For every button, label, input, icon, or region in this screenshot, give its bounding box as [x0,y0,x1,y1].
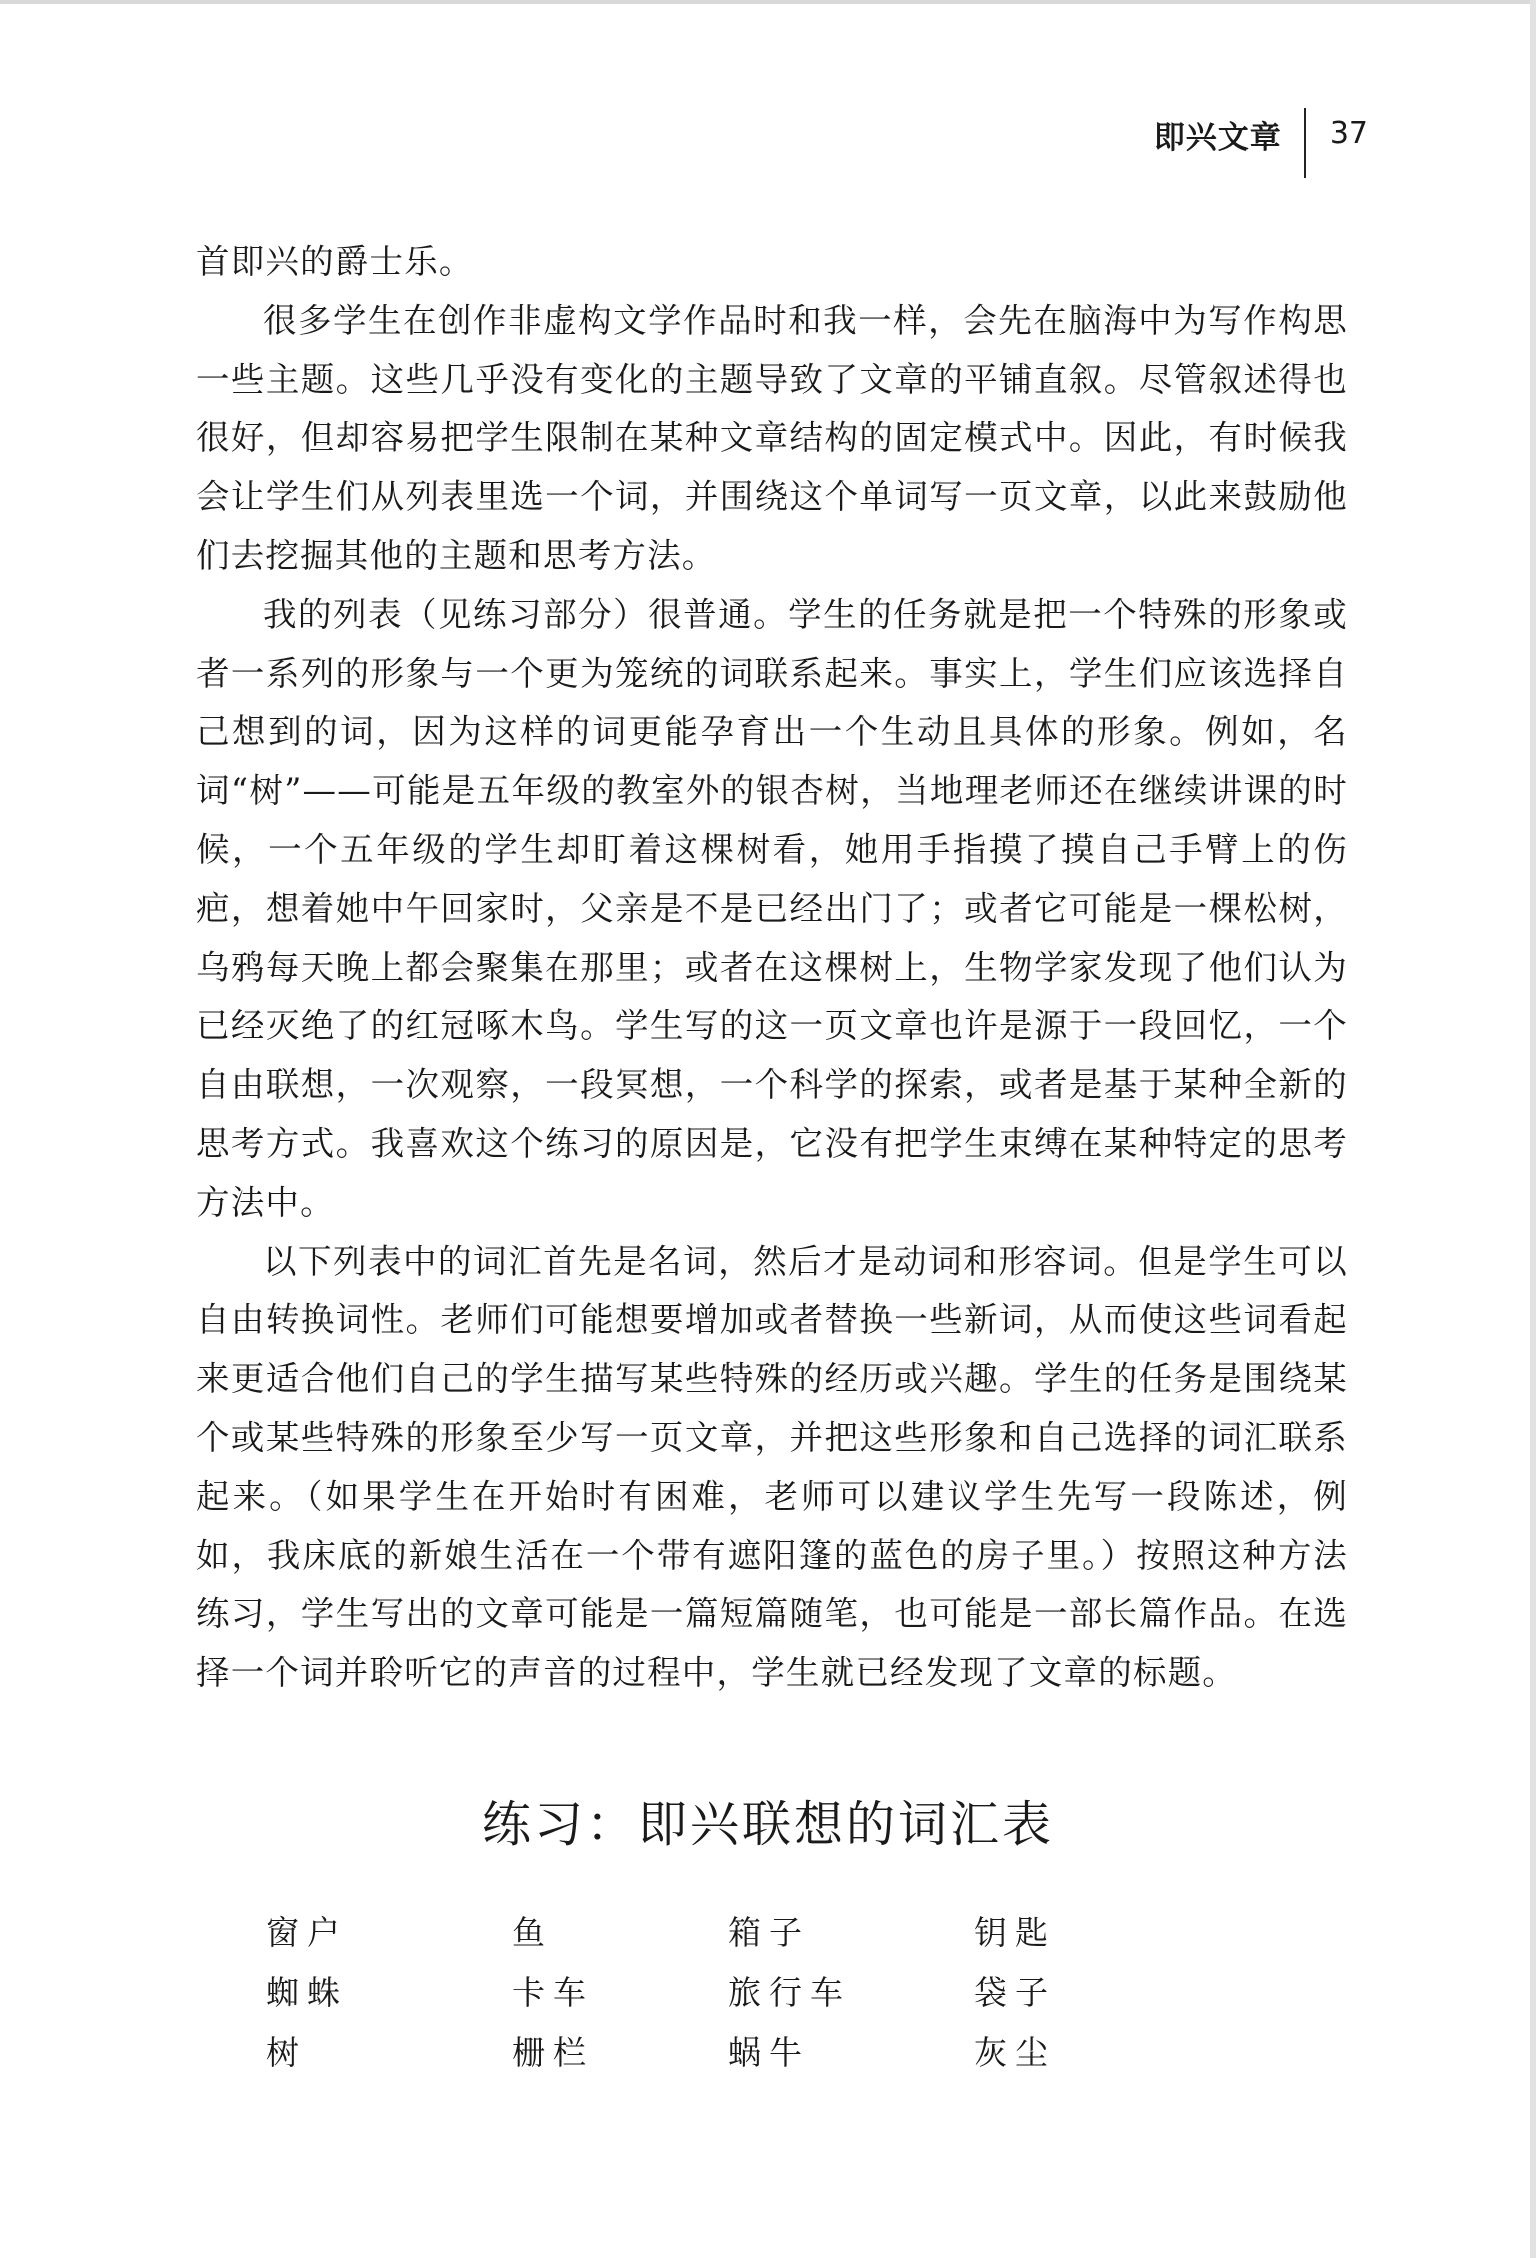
word-row [266,2020,1174,2080]
paragraph: 首即兴的爵士乐。 [196,242,474,281]
paragraph: 很多学生在创作非虚构文学作品时和我一样，会先在脑海中为写作构思一些主题。这些几乎没有变化的主题导致了文章的平铺直叙。尽管叙述得也很好，但却容易把学生限制在某种文章结构的固定模式中。因此，有时候我会让学生们从列表里选一个词，并围绕这个单词写一页文章，以此来鼓励他们去挖掘其他的主题和思考方法。 [196,300,1348,575]
word-row [266,1900,1174,1960]
word-list-table [266,1900,1174,2080]
paragraph: 我的列表（见练习部分）很普通。学生的任务就是把一个特殊的形象或者一系列的形象与一个更为笼统的词联系起来。事实上，学生们应该选择自己想到的词，因为这样的词更能孕育出一个生动且具体的形象。例如，名词“树”——可能是五年级的教室外的银杏树，当地理老师还在继续讲课的时候，一个五年级的学生却盯着这棵树看，她用手指摸了摸自己手臂上的伤疤，想着她中午回家时，父亲是不是已经出门了；或者它可能是一棵松树，乌鸦每天晚上都会聚集在那里；或者在这棵树上，生物学家发现了他们认为已经灭绝了的红冠啄木鸟。学生写的这一页文章也许是源于一段回忆，一个自由联想，一次观察，一段冥想，一个科学的探索，或者是基于某种全新的思考方式。我喜欢这个练习的原因是，它没有把学生束缚在某种特定的思考方法中。 [196,594,1348,1222]
word-cell: 蜘蛛 [266,1972,348,2012]
header-divider [1304,108,1306,178]
page-edge [1530,0,1536,2258]
word-cell: 灰尘 [974,2032,1056,2072]
running-header-title: 即兴文章 [1153,120,1282,156]
word-cell: 栅栏 [512,2032,594,2072]
word-cell: 树 [266,2032,307,2072]
word-cell: 鱼 [512,1912,553,1952]
word-cell: 袋子 [974,1972,1056,2012]
page-edge [0,0,1536,4]
body-text [196,233,1348,1703]
word-cell: 卡车 [512,1972,594,2012]
running-header [1154,108,1368,178]
word-cell: 箱子 [728,1912,810,1952]
word-cell: 窗户 [266,1912,348,1952]
word-cell: 钥匙 [974,1912,1056,1952]
section-title: 练习：即兴联想的词汇表 [481,1796,1054,1853]
paragraph: 以下列表中的词汇首先是名词，然后才是动词和形容词。但是学生可以自由转换词性。老师们可能想要增加或者替换一些新词，从而使这些词看起来更适合他们自己的学生描写某些特殊的经历或兴趣。学生的任务是围绕某个或某些特殊的形象至少写一页文章，并把这些形象和自己选择的词汇联系起来。（如果学生在开始时有困难，老师可以建议学生先写一段陈述，例如，我床底的新娘生活在一个带有遮阳篷的蓝色的房子里。）按照这种方法练习，学生写出的文章可能是一篇短篇随笔，也可能是一部长篇作品。在选择一个词并聆听它的声音的过程中，学生就已经发现了文章的标题。 [196,1241,1348,1693]
word-cell: 蜗牛 [728,2032,810,2072]
page-number: 37 [1329,116,1368,151]
word-cell: 旅行车 [728,1972,851,2012]
word-row [266,1960,1174,2020]
